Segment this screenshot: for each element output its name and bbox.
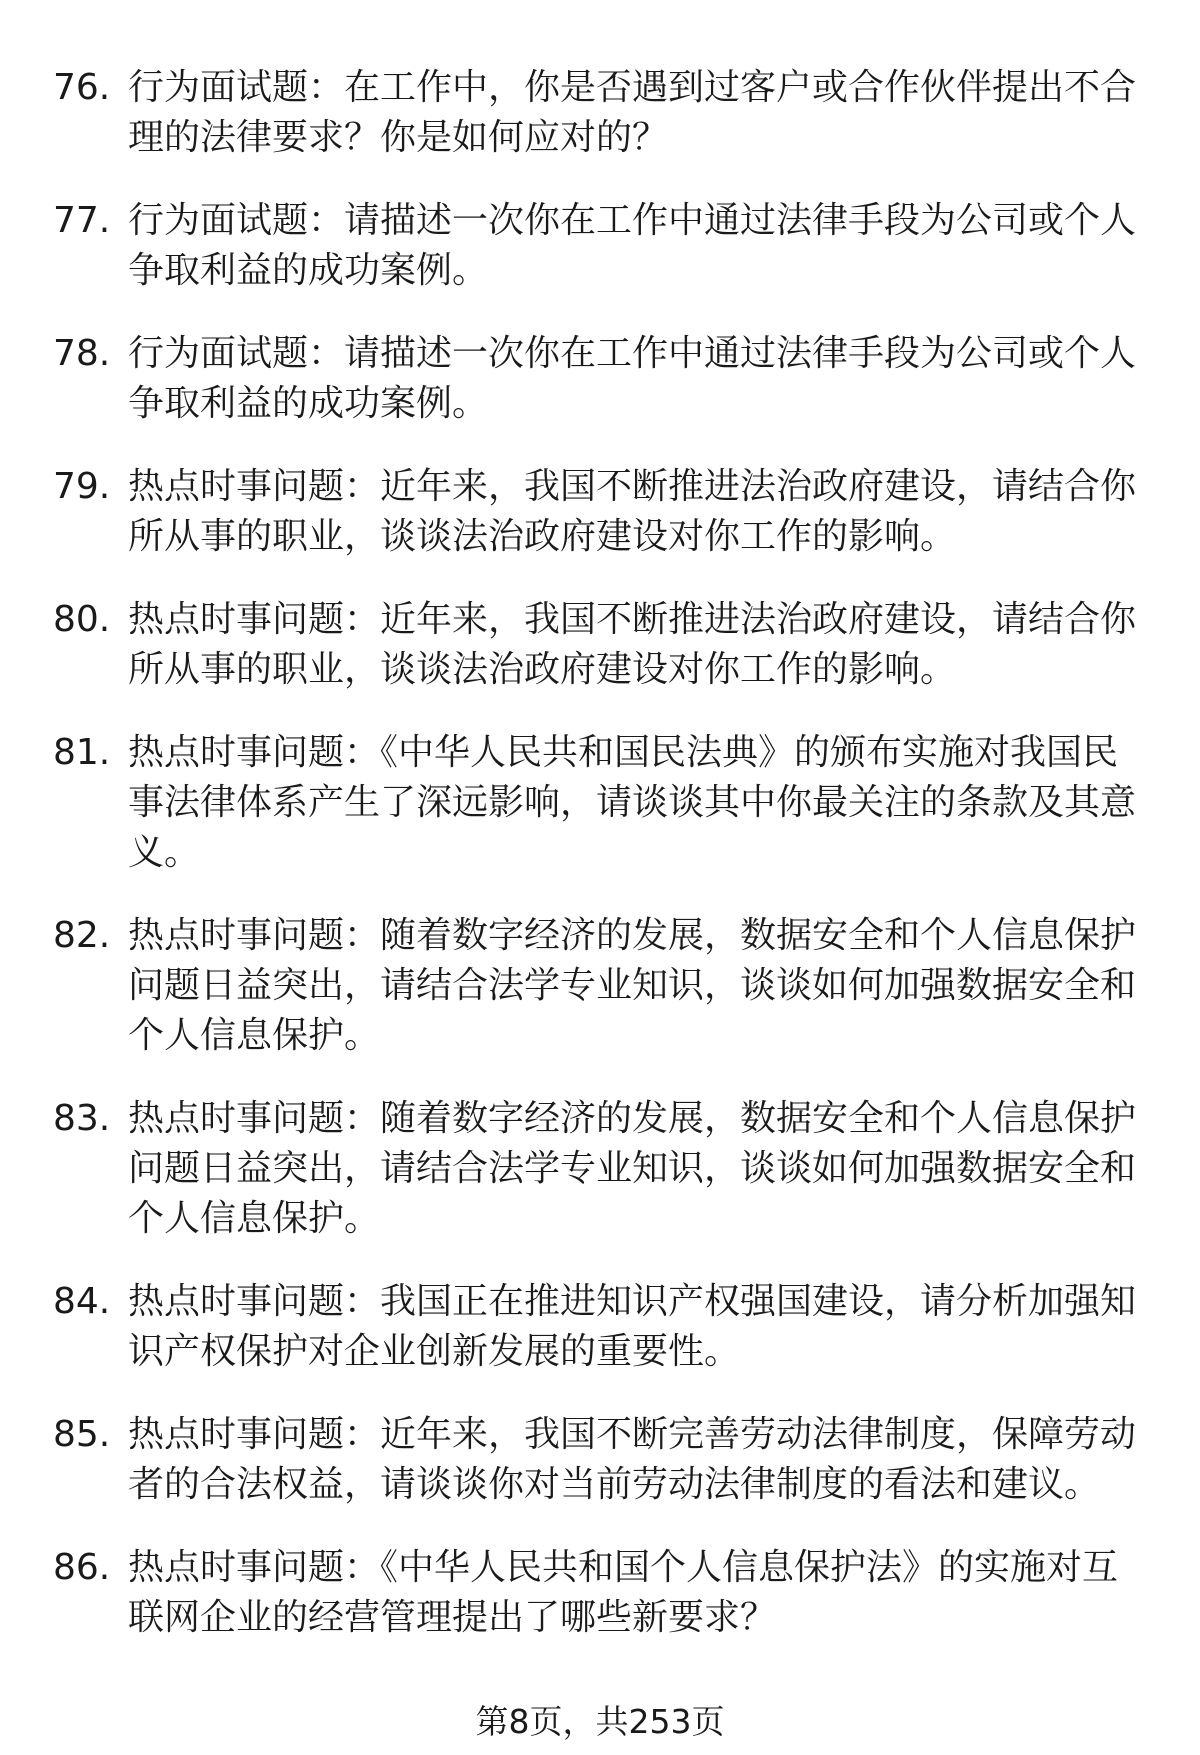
item-text-line: 热点时事问题：《中华人民共和国个人信息保护法》的实施对互 [128,1547,1119,1588]
item-text-line: 行为面试题：在工作中，你是否遇到过客户或合作伙伴提出不合 [128,67,1137,108]
item-text-line: 热点时事问题：近年来，我国不断推进法治政府建设，请结合你 [128,599,1137,640]
list-item [0,728,1200,878]
page-footer: 第8页，共253页 [475,1702,725,1741]
question-list [0,63,1200,1676]
item-text-line: 问题日益突出，请结合法学专业知识，谈谈如何加强数据安全和 [128,965,1137,1006]
list-item [0,1543,1200,1643]
item-text-line: 所从事的职业，谈谈法治政府建设对你工作的影响。 [128,516,957,557]
list-item [0,1410,1200,1510]
item-text-line: 争取利益的成功案例。 [128,250,489,291]
item-number: 81. [53,732,111,773]
item-number: 78. [53,333,111,374]
item-text-line: 热点时事问题：《中华人民共和国民法典》的颁布实施对我国民 [128,732,1119,773]
list-item [0,63,1200,163]
item-text-line: 行为面试题：请描述一次你在工作中通过法律手段为公司或个人 [128,333,1137,374]
item-number: 80. [53,599,111,640]
list-item [0,329,1200,429]
item-text-line: 义。 [128,832,201,873]
item-text-line: 热点时事问题：我国正在推进知识产权强国建设，请分析加强知 [128,1281,1137,1322]
item-number: 76. [53,67,111,108]
item-text-line: 热点时事问题：近年来，我国不断完善劳动法律制度，保障劳动 [128,1414,1137,1455]
item-number: 84. [53,1281,111,1322]
list-item [0,1277,1200,1377]
list-item [0,911,1200,1061]
list-item [0,1094,1200,1244]
item-number: 86. [53,1547,111,1588]
list-item [0,462,1200,562]
item-number: 83. [53,1098,111,1139]
item-text-line: 事法律体系产生了深远影响，请谈谈其中你最关注的条款及其意 [128,782,1137,823]
item-text-line: 个人信息保护。 [128,1198,381,1239]
item-text-line: 热点时事问题：随着数字经济的发展，数据安全和个人信息保护 [128,1098,1137,1139]
item-text-line: 热点时事问题：近年来，我国不断推进法治政府建设，请结合你 [128,466,1137,507]
item-number: 79. [53,466,111,507]
item-text-line: 行为面试题：请描述一次你在工作中通过法律手段为公司或个人 [128,200,1137,241]
item-number: 77. [53,200,111,241]
list-item [0,595,1200,695]
item-text-line: 个人信息保护。 [128,1015,381,1056]
item-text-line: 联网企业的经营管理提出了哪些新要求？ [128,1597,777,1638]
item-text-line: 识产权保护对企业创新发展的重要性。 [128,1331,741,1372]
item-text-line: 者的合法权益，请谈谈你对当前劳动法律制度的看法和建议。 [128,1464,1101,1505]
item-text-line: 问题日益突出，请结合法学专业知识，谈谈如何加强数据安全和 [128,1148,1137,1189]
item-number: 82. [53,915,111,956]
item-number: 85. [53,1414,111,1455]
item-text-line: 争取利益的成功案例。 [128,383,489,424]
list-item [0,196,1200,296]
item-text-line: 所从事的职业，谈谈法治政府建设对你工作的影响。 [128,649,957,690]
item-text-line: 热点时事问题：随着数字经济的发展，数据安全和个人信息保护 [128,915,1137,956]
item-text-line: 理的法律要求？你是如何应对的？ [128,117,669,158]
